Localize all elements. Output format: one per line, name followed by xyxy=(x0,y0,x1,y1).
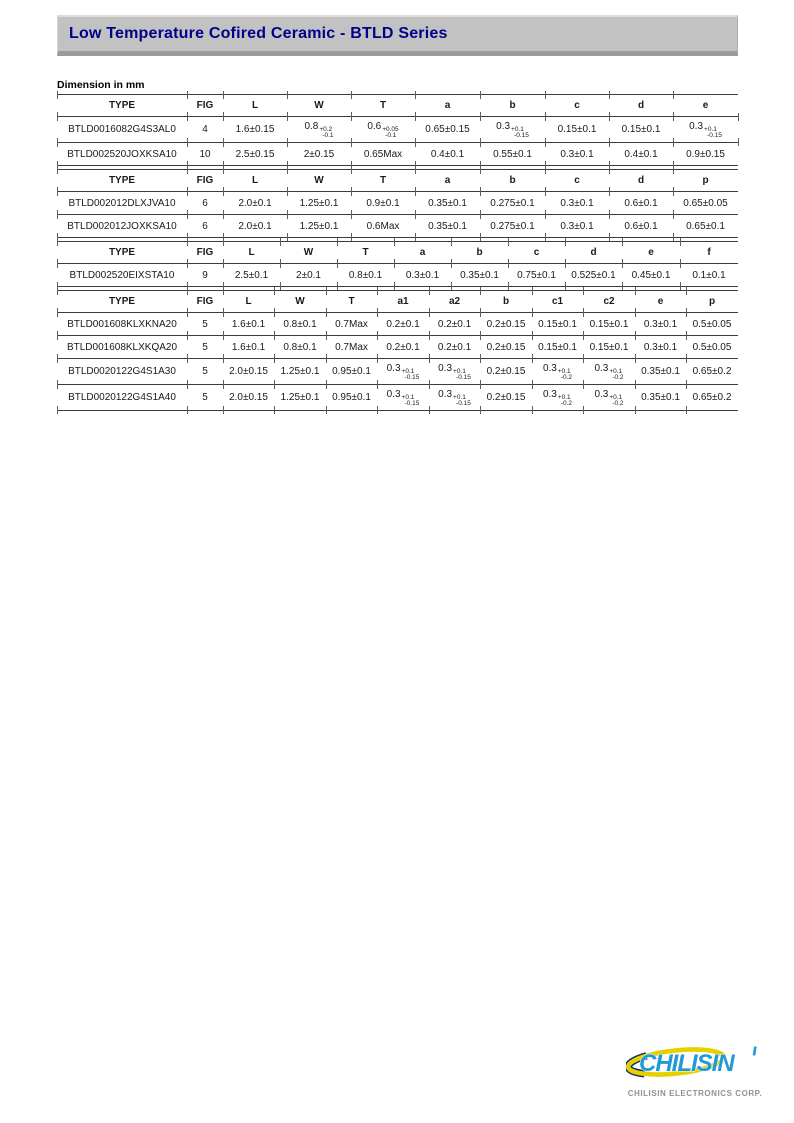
column-header: W xyxy=(280,242,337,264)
value-cell: 4 xyxy=(187,117,223,143)
tolerance-upper: +0.1 xyxy=(401,367,415,375)
table-row xyxy=(57,313,738,336)
tolerance-stack xyxy=(558,369,572,381)
column-header: b xyxy=(480,170,545,192)
value-cell: 5 xyxy=(187,359,223,385)
tolerance-stack xyxy=(558,395,572,407)
column-header: e xyxy=(673,95,738,117)
column-header: FIG xyxy=(187,170,223,192)
value-cell xyxy=(480,117,545,143)
column-header: TYPE xyxy=(57,170,187,192)
value-cell: 0.65±0.2 xyxy=(686,385,738,411)
value-cell: 10 xyxy=(187,143,223,166)
tolerance-upper: +0.1 xyxy=(609,393,623,401)
tolerance-base: 0.3 xyxy=(438,362,453,374)
tolerance-upper: +0.2 xyxy=(319,125,333,133)
tolerance-stack xyxy=(511,127,529,139)
column-header: d xyxy=(565,242,622,264)
value-cell xyxy=(377,385,429,411)
column-header: T xyxy=(326,291,377,313)
tolerance-upper: +0.1 xyxy=(511,125,524,133)
tolerance-lower: -0.15 xyxy=(456,373,471,381)
dimension-tables xyxy=(57,94,738,414)
value-cell: 0.8±0.1 xyxy=(337,264,394,287)
value-cell xyxy=(351,117,415,143)
tolerance-base: 0.6 xyxy=(367,120,382,132)
column-header: L xyxy=(223,95,287,117)
column-header: T xyxy=(351,95,415,117)
value-cell: 5 xyxy=(187,385,223,411)
value-cell: 2.0±0.15 xyxy=(223,359,274,385)
value-cell: 0.15±0.1 xyxy=(545,117,609,143)
value-cell: 0.2±0.15 xyxy=(480,385,532,411)
value-cell: 2.0±0.15 xyxy=(223,385,274,411)
value-cell: 0.9±0.15 xyxy=(673,143,738,166)
dimension-table xyxy=(57,94,738,166)
table-row xyxy=(57,359,738,385)
tolerance-upper: +0.1 xyxy=(453,367,466,375)
value-cell: 0.2±0.15 xyxy=(480,313,532,336)
value-cell: 0.2±0.1 xyxy=(429,336,480,359)
value-cell: 0.6Max xyxy=(351,215,415,238)
column-header: c xyxy=(508,242,565,264)
tolerance-stack xyxy=(609,369,623,381)
column-header: b xyxy=(480,291,532,313)
value-cell: 0.75±0.1 xyxy=(508,264,565,287)
value-cell: 0.275±0.1 xyxy=(480,192,545,215)
tolerance-base: 0.3 xyxy=(496,120,511,132)
column-header: W xyxy=(287,170,351,192)
column-header: a xyxy=(415,170,480,192)
column-header: b xyxy=(451,242,508,264)
column-header: T xyxy=(337,242,394,264)
value-cell: 0.35±0.1 xyxy=(451,264,508,287)
tolerance-lower: -0.2 xyxy=(560,399,573,407)
value-cell: 0.35±0.1 xyxy=(635,385,686,411)
column-header: c2 xyxy=(583,291,635,313)
tolerance-lower: -0.15 xyxy=(514,131,529,139)
value-cell: 2.0±0.1 xyxy=(223,192,287,215)
column-header: FIG xyxy=(187,291,223,313)
value-cell: 0.5±0.05 xyxy=(686,313,738,336)
value-cell xyxy=(429,359,480,385)
value-cell: 2±0.1 xyxy=(280,264,337,287)
value-cell: 0.3±0.1 xyxy=(394,264,451,287)
value-cell: 1.25±0.1 xyxy=(287,215,351,238)
tolerance-base: 0.3 xyxy=(594,362,609,374)
column-header: a xyxy=(415,95,480,117)
value-cell xyxy=(673,117,738,143)
column-header: TYPE xyxy=(57,95,187,117)
tolerance-lower: -0.15 xyxy=(404,399,420,407)
value-cell: 0.1±0.1 xyxy=(680,264,738,287)
value-cell: 0.6±0.1 xyxy=(609,192,673,215)
tolerance-stack xyxy=(704,127,722,139)
value-cell xyxy=(583,359,635,385)
value-cell: 5 xyxy=(187,336,223,359)
logo-company-name: CHILISIN ELECTRONICS CORP. xyxy=(627,1089,763,1098)
column-header: d xyxy=(609,170,673,192)
value-cell: 0.275±0.1 xyxy=(480,215,545,238)
column-header: f xyxy=(680,242,738,264)
value-cell: 1.6±0.1 xyxy=(223,336,274,359)
value-cell: 0.2±0.1 xyxy=(377,336,429,359)
value-cell: 0.8±0.1 xyxy=(274,313,326,336)
tolerance-stack xyxy=(453,395,471,407)
tolerance-stack xyxy=(453,369,471,381)
tolerance-lower: -0.15 xyxy=(456,399,471,407)
value-cell: 6 xyxy=(187,192,223,215)
value-cell: 2±0.15 xyxy=(287,143,351,166)
value-cell: 9 xyxy=(187,264,223,287)
dimension-table xyxy=(57,169,738,238)
value-cell: 0.3±0.1 xyxy=(635,336,686,359)
value-cell: 1.25±0.1 xyxy=(287,192,351,215)
type-cell: BTLD002520EIXSTA10 xyxy=(57,264,187,287)
value-cell: 1.6±0.15 xyxy=(223,117,287,143)
value-cell: 0.95±0.1 xyxy=(326,385,377,411)
type-cell: BTLD001608KLXKNA20 xyxy=(57,313,187,336)
tolerance-stack xyxy=(609,395,623,407)
value-cell: 5 xyxy=(187,313,223,336)
column-header: W xyxy=(287,95,351,117)
tolerance-upper: +0.1 xyxy=(453,393,466,401)
value-cell: 0.525±0.1 xyxy=(565,264,622,287)
value-cell: 1.25±0.1 xyxy=(274,359,326,385)
column-header: a xyxy=(394,242,451,264)
value-cell: 0.4±0.1 xyxy=(415,143,480,166)
value-cell: 0.2±0.1 xyxy=(429,313,480,336)
value-cell: 0.15±0.1 xyxy=(532,313,583,336)
table-row xyxy=(57,385,738,411)
value-cell: 0.65±0.15 xyxy=(415,117,480,143)
column-header: a2 xyxy=(429,291,480,313)
tolerance-lower: -0.2 xyxy=(612,373,624,381)
type-cell: BTLD0020122G4S1A40 xyxy=(57,385,187,411)
value-cell: 1.25±0.1 xyxy=(274,385,326,411)
value-cell: 2.5±0.15 xyxy=(223,143,287,166)
value-cell: 0.15±0.1 xyxy=(583,313,635,336)
column-header: c xyxy=(545,170,609,192)
chilisin-logo-mark xyxy=(626,1045,764,1083)
value-cell: 0.65±0.05 xyxy=(673,192,738,215)
tolerance-upper: +0.05 xyxy=(382,125,399,133)
tolerance-base: 0.3 xyxy=(386,362,401,374)
value-cell: 2.0±0.1 xyxy=(223,215,287,238)
value-cell: 0.35±0.1 xyxy=(415,215,480,238)
value-cell xyxy=(287,117,351,143)
value-cell: 0.5±0.05 xyxy=(686,336,738,359)
value-cell: 0.7Max xyxy=(326,336,377,359)
value-cell: 0.2±0.15 xyxy=(480,359,532,385)
value-cell: 0.15±0.1 xyxy=(583,336,635,359)
logo-wordmark: CHILISIN xyxy=(639,1050,734,1077)
column-header: c xyxy=(545,95,609,117)
type-cell: BTLD001608KLXKQA20 xyxy=(57,336,187,359)
tolerance-lower: -0.1 xyxy=(322,131,334,139)
tolerance-upper: +0.1 xyxy=(609,367,623,375)
tolerance-base: 0.3 xyxy=(542,388,557,400)
chilisin-logo xyxy=(626,1045,764,1098)
value-cell: 0.65Max xyxy=(351,143,415,166)
value-cell: 0.65±0.1 xyxy=(673,215,738,238)
value-cell: 0.9±0.1 xyxy=(351,192,415,215)
type-cell: BTLD0020122G4S1A30 xyxy=(57,359,187,385)
value-cell xyxy=(532,359,583,385)
value-cell: 6 xyxy=(187,215,223,238)
value-cell: 0.3±0.1 xyxy=(545,143,609,166)
value-cell xyxy=(532,385,583,411)
tolerance-lower: -0.15 xyxy=(404,373,420,381)
dimension-unit-label: Dimension in mm xyxy=(57,79,145,91)
tolerance-upper: +0.1 xyxy=(401,393,415,401)
table-row xyxy=(57,215,738,238)
column-header: a1 xyxy=(377,291,429,313)
tolerance-stack xyxy=(319,127,333,139)
column-header: p xyxy=(686,291,738,313)
value-cell: 0.3±0.1 xyxy=(545,192,609,215)
tolerance-lower: -0.2 xyxy=(612,399,624,407)
value-cell: 0.55±0.1 xyxy=(480,143,545,166)
table-row xyxy=(57,192,738,215)
tolerance-stack xyxy=(402,369,420,381)
tolerance-base: 0.8 xyxy=(304,120,319,132)
column-header: T xyxy=(351,170,415,192)
value-cell: 0.2±0.15 xyxy=(480,336,532,359)
type-cell: BTLD002520JOXKSA10 xyxy=(57,143,187,166)
dimension-table xyxy=(57,290,738,411)
logo-accent-mark xyxy=(753,1046,757,1055)
dimension-table xyxy=(57,241,738,287)
value-cell: 2.5±0.1 xyxy=(223,264,280,287)
tolerance-base: 0.3 xyxy=(438,388,453,400)
value-cell: 0.2±0.1 xyxy=(377,313,429,336)
tolerance-lower: -0.1 xyxy=(385,131,397,139)
value-cell xyxy=(377,359,429,385)
value-cell: 0.65±0.2 xyxy=(686,359,738,385)
value-cell: 0.45±0.1 xyxy=(622,264,680,287)
tolerance-base: 0.3 xyxy=(386,388,401,400)
value-cell: 0.7Max xyxy=(326,313,377,336)
table-row xyxy=(57,336,738,359)
column-header: e xyxy=(622,242,680,264)
value-cell: 0.15±0.1 xyxy=(532,336,583,359)
column-header: d xyxy=(609,95,673,117)
value-cell: 0.8±0.1 xyxy=(274,336,326,359)
table-row xyxy=(57,117,738,143)
value-cell xyxy=(583,385,635,411)
column-header: W xyxy=(274,291,326,313)
value-cell xyxy=(429,385,480,411)
column-header: L xyxy=(223,242,280,264)
tolerance-upper: +0.1 xyxy=(704,125,717,133)
tolerance-base: 0.3 xyxy=(594,388,609,400)
table-row xyxy=(57,264,738,287)
column-header: e xyxy=(635,291,686,313)
value-cell: 0.15±0.1 xyxy=(609,117,673,143)
type-cell: BTLD002012DLXJVA10 xyxy=(57,192,187,215)
tolerance-lower: -0.15 xyxy=(707,131,722,139)
tolerance-base: 0.3 xyxy=(542,362,557,374)
tolerance-lower: -0.2 xyxy=(560,373,573,381)
value-cell: 0.35±0.1 xyxy=(415,192,480,215)
column-header: c1 xyxy=(532,291,583,313)
section-header-bar xyxy=(57,15,738,56)
column-rule-tick xyxy=(738,113,739,121)
tolerance-upper: +0.1 xyxy=(557,393,571,401)
column-header: FIG xyxy=(187,242,223,264)
tolerance-base: 0.3 xyxy=(689,120,704,132)
column-header: L xyxy=(223,170,287,192)
page-title: Low Temperature Cofired Ceramic - BTLD Series xyxy=(69,25,448,42)
value-cell: 0.6±0.1 xyxy=(609,215,673,238)
table-row xyxy=(57,143,738,166)
tolerance-upper: +0.1 xyxy=(557,367,571,375)
column-header: L xyxy=(223,291,274,313)
column-header: FIG xyxy=(187,95,223,117)
type-cell: BTLD002012JOXKSA10 xyxy=(57,215,187,238)
value-cell: 0.3±0.1 xyxy=(545,215,609,238)
value-cell: 1.6±0.1 xyxy=(223,313,274,336)
tolerance-stack xyxy=(382,127,398,139)
value-cell: 0.95±0.1 xyxy=(326,359,377,385)
value-cell: 0.3±0.1 xyxy=(635,313,686,336)
column-header: TYPE xyxy=(57,291,187,313)
value-cell: 0.4±0.1 xyxy=(609,143,673,166)
tolerance-stack xyxy=(402,395,420,407)
value-cell: 0.35±0.1 xyxy=(635,359,686,385)
type-cell: BTLD0016082G4S3AL0 xyxy=(57,117,187,143)
column-header: p xyxy=(673,170,738,192)
column-header: b xyxy=(480,95,545,117)
column-header: TYPE xyxy=(57,242,187,264)
